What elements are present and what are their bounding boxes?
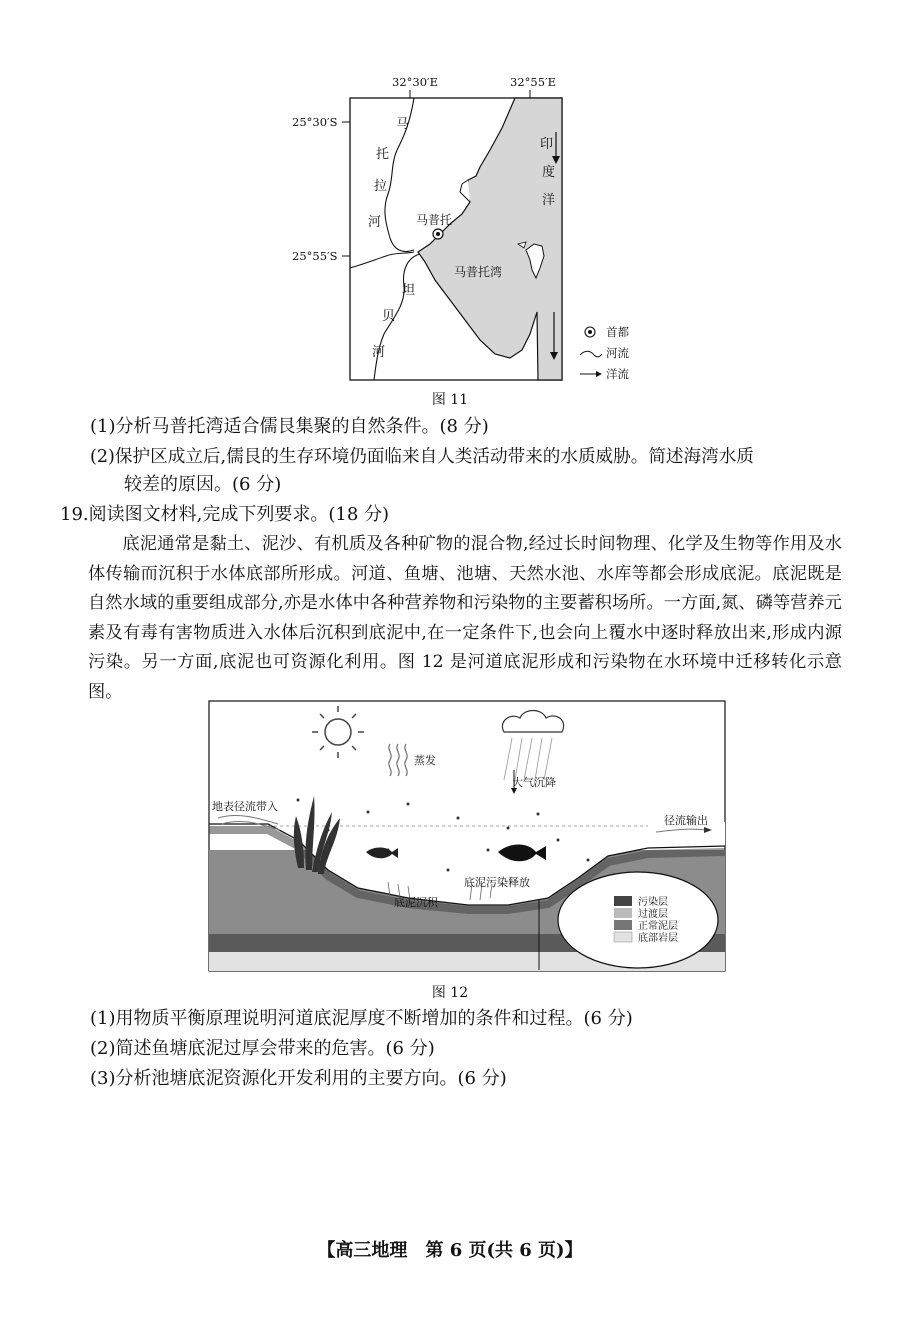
matola-char-1: 马 <box>396 117 410 132</box>
matola-char-4: 河 <box>368 215 382 230</box>
q18-sub1: (1)分析马普托湾适合儒艮集聚的自然条件。(8 分) <box>90 416 489 437</box>
q19-sub2: (2)简述鱼塘底泥过厚会带来的危害。(6 分) <box>90 1038 435 1059</box>
figure-12-caption: 图 12 <box>431 985 469 1001</box>
tembe-char-3: 河 <box>372 345 386 360</box>
tembe-char-1: 坦 <box>402 283 416 298</box>
lat-top-label: 25°30′S <box>292 115 338 129</box>
q19-title: 19.阅读图文材料,完成下列要求。(18 分) <box>60 504 390 525</box>
matola-char-2: 托 <box>376 147 390 162</box>
lat-bottom-label: 25°55′S <box>292 249 338 263</box>
q18-sub2-line2: 较差的原因。(6 分) <box>124 474 282 495</box>
surface-runoff-in-label: 地表径流带入 <box>212 800 278 813</box>
map-figure-11 <box>290 72 650 392</box>
atm-deposition-label: 大气沉降 <box>512 776 556 789</box>
matola-char-3: 拉 <box>374 179 388 194</box>
ocean-char-3: 洋 <box>542 193 556 208</box>
page-footer: 【高三地理 第 6 页(共 6 页)】 <box>317 1240 583 1261</box>
figure-11-caption: 图 11 <box>431 392 469 408</box>
ocean-char-1: 印 <box>540 137 554 152</box>
legend-pollution-layer: 污染层 <box>638 897 668 908</box>
lon-right-label: 32°55′E <box>510 75 557 89</box>
ocean-char-2: 度 <box>542 165 556 180</box>
bay-label: 马普托湾 <box>454 265 503 279</box>
legend-current: 洋流 <box>606 367 629 381</box>
sediment-deposit-label: 底泥沉积 <box>394 896 438 909</box>
runoff-out-label: 径流输出 <box>664 814 708 827</box>
legend-capital: 首都 <box>606 325 629 339</box>
q18-sub2-line1: (2)保护区成立后,儒艮的生存环境仍面临来自人类活动带来的水质威胁。简述海湾水质 <box>90 447 754 467</box>
tembe-char-2: 贝 <box>382 309 396 324</box>
sediment-diagram-figure-12 <box>208 700 726 972</box>
legend-river: 河流 <box>606 346 629 360</box>
lon-left-label: 32°30′E <box>392 75 439 89</box>
legend-bedrock-layer: 底部岩层 <box>638 933 678 944</box>
evaporation-label: 蒸发 <box>414 754 436 767</box>
city-label: 马普托 <box>416 213 453 227</box>
q19-sub1: (1)用物质平衡原理说明河道底泥厚度不断增加的条件和过程。(6 分) <box>90 1008 633 1029</box>
sediment-release-label: 底泥污染释放 <box>464 876 530 889</box>
q19-material-paragraph: 底泥通常是黏土、泥沙、有机质及各种矿物的混合物,经过长时间物理、化学及生物等作用及水体传输而沉积于水体底部所形成。河道、鱼塘、池塘、天然水池、水库等都会形成底泥。底泥既是自然水域的重要组成部分,亦是水体中各种营养物和污染物的主要蓄积场所。一方面,氮、磷等营养元素及有毒有害物质进入水体后沉积到底泥中,在一定条件下,也会向上覆水中逐时释放出来,形成内源污染。另一方面,底泥也可资源化利用。图 12 是河道底泥形成和污染物在水环境中迁移转化示意图。 <box>88 534 842 702</box>
legend-normal-mud-layer: 正常泥层 <box>638 921 678 932</box>
legend-transition-layer: 过渡层 <box>638 909 668 920</box>
q19-sub3: (3)分析池塘底泥资源化开发利用的主要方向。(6 分) <box>90 1068 507 1089</box>
